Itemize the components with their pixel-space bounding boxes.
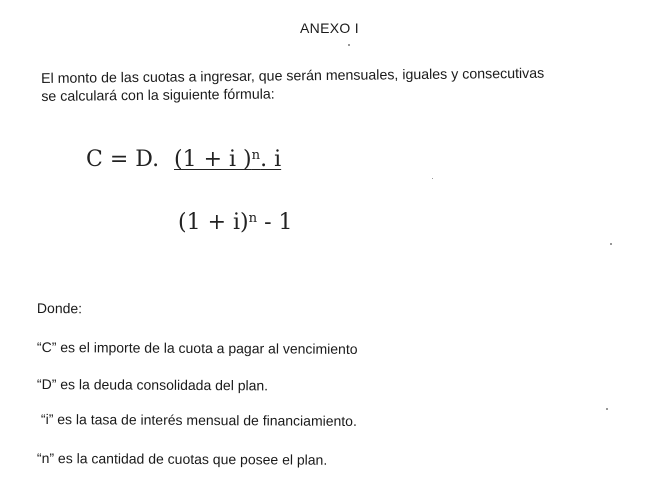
definition-i: “i” es la tasa de interés mensual de financiamiento. (40, 411, 357, 429)
numerator-tail: . i (260, 147, 282, 172)
definition-n: “n” es la cantidad de cuotas que posee el plan. (36, 450, 328, 468)
denominator-exponent: n (248, 210, 258, 226)
denominator-base: (1 + i) (178, 210, 249, 235)
scan-speck (348, 44, 350, 46)
intro-paragraph (41, 64, 641, 106)
donde-label: Donde: (36, 300, 83, 317)
intro-line-1: El monto de las cuotas a ingresar, que serán mensuales, iguales y consecutivas (41, 65, 545, 87)
scan-speck (606, 408, 608, 410)
definition-c: “C” es el importe de la cuota a pagar al vencimiento (36, 339, 358, 357)
formula-numerator (174, 147, 281, 172)
definition-d: “D” es la deuda consolidada del plan. (36, 376, 269, 394)
scan-speck (432, 178, 433, 179)
denominator-tail: - 1 (257, 210, 293, 235)
numerator-base: (1 + i ) (174, 147, 252, 172)
formula-denominator (178, 210, 293, 235)
formula-lhs: C = D. (86, 147, 160, 172)
scan-speck (610, 243, 612, 245)
intro-line-2: se calculará con la siguiente fórmula: (41, 86, 275, 105)
annex-title: ANEXO I (300, 20, 359, 36)
numerator-exponent: n (251, 147, 261, 163)
